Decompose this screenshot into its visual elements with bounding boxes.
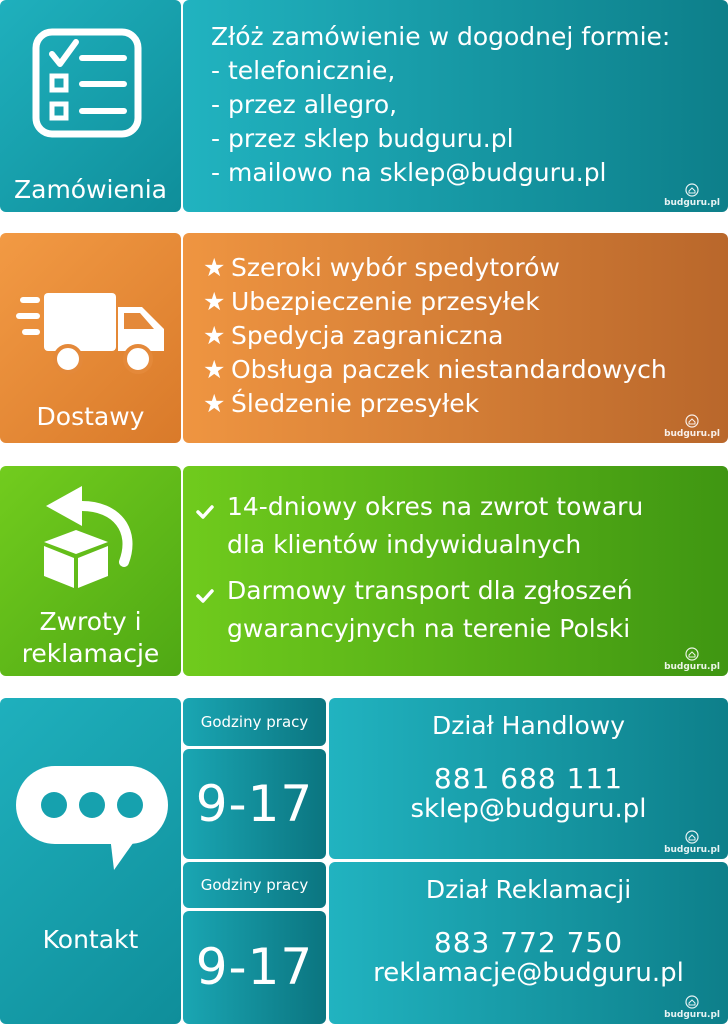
hours-value-tile bbox=[183, 911, 326, 1024]
complaints-dept bbox=[329, 874, 728, 988]
sales-dept bbox=[329, 710, 728, 824]
contact-side-tile bbox=[0, 698, 181, 1024]
checklist-icon bbox=[32, 28, 142, 138]
returns-item-line: gwarancyjnych na terenie Polski bbox=[227, 614, 631, 643]
brand-name: budguru.pl bbox=[664, 845, 720, 855]
delivery-lines bbox=[203, 251, 718, 421]
complaints-dept-tile bbox=[329, 862, 728, 1024]
orders-side-tile bbox=[0, 0, 181, 212]
delivery-info-tile bbox=[183, 233, 728, 443]
complaints-email[interactable]: reklamacje@budguru.pl bbox=[373, 958, 684, 988]
orders-label: Zamówienia bbox=[14, 175, 167, 204]
delivery-feature: ★ Szeroki wybór spedytorów bbox=[203, 251, 718, 285]
returns-info-tile bbox=[183, 466, 728, 676]
returns-label bbox=[0, 606, 181, 670]
delivery-truck-icon bbox=[16, 289, 166, 379]
sales-dept-tile bbox=[329, 698, 728, 859]
brand-badge bbox=[664, 830, 720, 855]
orders-line: Złóż zamówienie w dogodnej formie: bbox=[211, 22, 671, 51]
orders-line: - mailowo na sklep@budguru.pl bbox=[211, 158, 607, 187]
returns-side-tile bbox=[0, 466, 181, 676]
brand-badge bbox=[664, 414, 720, 439]
complaints-dept-title: Dział Reklamacji bbox=[425, 875, 632, 904]
returns-item bbox=[183, 488, 718, 564]
check-icon bbox=[195, 502, 215, 522]
house-logo-icon bbox=[685, 830, 699, 844]
return-box-icon bbox=[36, 480, 146, 590]
delivery-feature: ★ Śledzenie przesyłek bbox=[203, 387, 718, 421]
returns-item-line: Darmowy transport dla zgłoszeń bbox=[227, 576, 633, 605]
sales-dept-title: Dział Handlowy bbox=[431, 711, 625, 740]
delivery-label: Dostawy bbox=[36, 402, 145, 431]
returns-item bbox=[183, 572, 718, 648]
sales-email[interactable]: sklep@budguru.pl bbox=[410, 794, 647, 824]
delivery-feature: ★ Obsługa paczek niestandardowych bbox=[203, 353, 718, 387]
hours-label-tile bbox=[183, 698, 326, 746]
chat-bubble-icon bbox=[14, 764, 170, 874]
contact-label: Kontakt bbox=[42, 925, 139, 954]
delivery-feature: ★ Spedycja zagraniczna bbox=[203, 319, 718, 353]
hours-label: Godziny pracy bbox=[200, 713, 309, 731]
hours-value-tile bbox=[183, 749, 326, 859]
brand-name: budguru.pl bbox=[664, 1010, 720, 1020]
brand-badge bbox=[664, 995, 720, 1020]
brand-badge bbox=[664, 647, 720, 672]
orders-line: - przez sklep budguru.pl bbox=[211, 124, 514, 153]
returns-label-line1: Zwroty i bbox=[39, 607, 142, 636]
brand-name: budguru.pl bbox=[664, 198, 720, 208]
orders-lines bbox=[211, 20, 718, 190]
house-logo-icon bbox=[685, 995, 699, 1009]
check-icon bbox=[195, 586, 215, 606]
orders-info-tile bbox=[183, 0, 728, 212]
returns-item-line: 14-dniowy okres na zwrot towaru bbox=[227, 492, 644, 521]
hours-label-tile bbox=[183, 862, 326, 908]
complaints-phone[interactable]: 883 772 750 bbox=[433, 926, 624, 959]
hours-value: 9-17 bbox=[195, 938, 314, 996]
house-logo-icon bbox=[685, 414, 699, 428]
hours-label: Godziny pracy bbox=[200, 876, 309, 894]
orders-line: - przez allegro, bbox=[211, 90, 398, 119]
brand-name: budguru.pl bbox=[664, 662, 720, 672]
orders-line: - telefonicznie, bbox=[211, 56, 396, 85]
sales-phone[interactable]: 881 688 111 bbox=[433, 762, 624, 795]
house-logo-icon bbox=[685, 647, 699, 661]
delivery-feature: ★ Ubezpieczenie przesyłek bbox=[203, 285, 718, 319]
delivery-side-tile bbox=[0, 233, 181, 443]
brand-name: budguru.pl bbox=[664, 429, 720, 439]
returns-item-line: dla klientów indywidualnych bbox=[227, 530, 582, 559]
hours-value: 9-17 bbox=[195, 775, 314, 833]
returns-label-line2: reklamacje bbox=[21, 639, 160, 668]
house-logo-icon bbox=[685, 183, 699, 197]
brand-badge bbox=[664, 183, 720, 208]
returns-lines bbox=[183, 488, 718, 648]
